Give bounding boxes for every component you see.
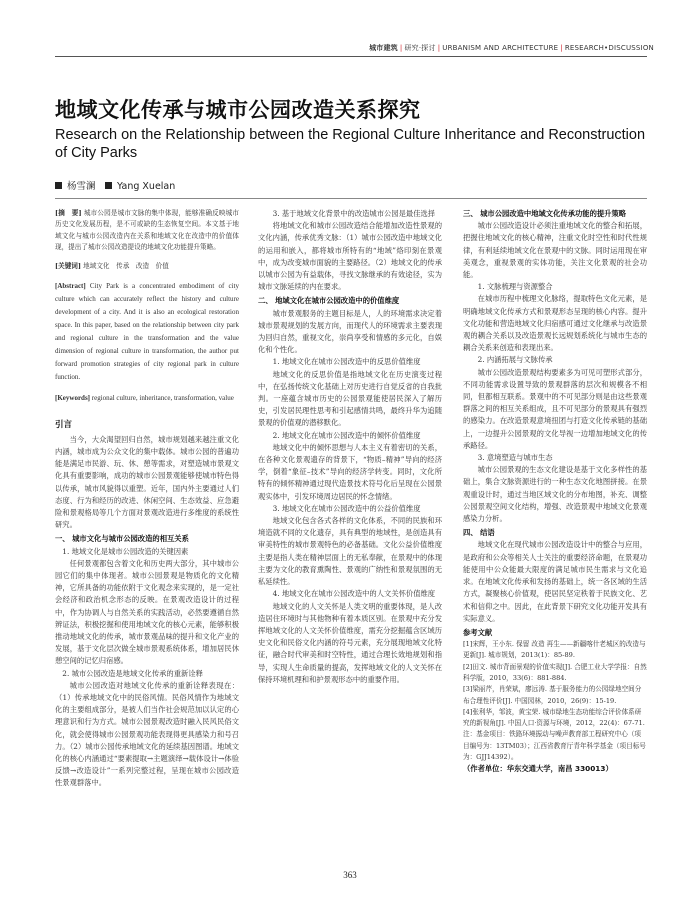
header-separator: | bbox=[437, 44, 441, 52]
square-bullet-icon bbox=[55, 182, 62, 189]
section-1-heading: 一、 城市文化与城市公园改造的相互关系 bbox=[55, 534, 189, 544]
section-2-sub-3: 3. 地域文化在城市公园改造中的公益价值维度 bbox=[272, 503, 421, 513]
abstract-en-text: City Park is a concentrated embodiment of city culture which can accurately reflect the history and culture development of a city. And it is also an ecological restoration space. In this paper, based on the relationship between city park and regional culture in the transformation and the value dimension of regional culture in transformation, the author put forward promotion strategies of city regional park in culture function. bbox=[55, 282, 240, 382]
author-en: Yang Xuelan bbox=[117, 181, 176, 192]
section-name-cn: 研究·探讨 bbox=[404, 44, 436, 52]
keywords-en-label: [Keywords] bbox=[55, 394, 90, 403]
intro-heading: 引言 bbox=[55, 420, 73, 431]
header-separator: | bbox=[560, 44, 563, 52]
section-3-paragraph-2: 城市公园改造景观结构要素多为可见可塑形式部分，不同功能需求设置导致的景观群落的层次和规模各不相同，但都相互联系。景观中的不可见部分则是由这些景观群落之间的相互关系组成，且不可见部分的景观具有强烈的感染力。在改造景观意境扭团与打造文化传承链的基础上，一边提升公园景观的文化导视一边增加地域文化的传承路径。 bbox=[463, 367, 647, 450]
abstract-en bbox=[55, 280, 239, 384]
section-2-paragraph-2: 地域文化中的倾怀思想与人本主义有着密切的关系，在各种文化景观遗存的背景下，“物质–精神”导向的经济学，倒着“象征–技术”导向的经济学转变。同时，文化所特有的倾怀精神通过现代造景技术符号化后呈现在公园景观实体中，引发环境周边居民的怀念情绪。 bbox=[258, 442, 442, 501]
header-separator: | bbox=[399, 44, 403, 52]
keywords-en bbox=[55, 392, 239, 405]
section-3-sub-1: 1. 文脉梳理与资源整合 bbox=[477, 282, 553, 292]
section-2-paragraph-4: 地域文化的人文关怀是人类文明的重要体现，是人改造居住环境时与其他物种有着本质区别。在景观中充分发挥地域文化的人文关怀价值维度，需充分挖掘蕴含区域历史文化和民俗文化内涵的符号元素，充分展现地域文化特征，融合时代审美和时空特性，通过合理长效地规划和指导，实现人生命质量的提高，发挥地域文化的人文关怀在保持环境机理和和护景观形态中的重要作用。 bbox=[258, 601, 442, 684]
reference-item: [1]宋辉，王小东. 保留 改造 再生——新疆喀什老城区的改造与更新[J]. 城市规划，2013(1)：85-89. bbox=[463, 640, 646, 660]
references-list bbox=[463, 639, 647, 763]
section-name-en: RESEARCH•DISCUSSION bbox=[564, 44, 654, 52]
author-rule bbox=[55, 198, 647, 199]
section-2-intro: 城市景观服务的主题目标是人，人的环境需求决定着城市景观规划的发展方向，而现代人的环境需求主要表现为回归自然，重视文化，崇尚享受和情感的多元化，自娱化和个性化。 bbox=[258, 308, 442, 355]
section-2-paragraph-1: 地域文化的反思价值是指地域文化在历史演变过程中，在弘扬传统文化基础上对历史进行自觉反省的自我批判。一座蕴含城市历史的公园景观能使居民深入了解历史，引发居民理性思考和引起感情共鸣，最终升华为追随景观的价值观的潜移默化。 bbox=[258, 369, 442, 428]
abstract-cn bbox=[55, 208, 239, 253]
journal-name-en: URBANISM AND ARCHITECTURE bbox=[442, 44, 559, 52]
abstract-cn-text: 城市公园是城市文脉的集中体现，能够准确反映城市历史文化发展历程，是不可或缺的生态恢复空间。本文基于地域文化与城市公园改造内在关系和地域文化在改造中的价值体现，提出了城市公园改造提设的地域文化功能提升策略。 bbox=[55, 209, 240, 251]
running-header bbox=[369, 43, 654, 53]
keywords-en-text: regional culture, inheritance, transformation, value bbox=[91, 394, 234, 403]
section-2-sub-2: 2. 地域文化在城市公园改造中的倾怀价值维度 bbox=[272, 430, 421, 440]
title-en: Research on the Relationship between the Regional Culture Inheritance and Reconstruction of City Parks bbox=[55, 127, 646, 161]
section-2-heading: 二、 地域文化在城市公园改造中的价值维度 bbox=[258, 296, 400, 306]
column-1 bbox=[55, 208, 239, 790]
conclusion-heading: 四、 结语 bbox=[463, 528, 495, 538]
section-1-sub-2: 2. 城市公园改造是地域文化传承的重新诠释 bbox=[62, 668, 203, 678]
section-1-sub-3: 3. 基于地域文化背景中的改造城市公园是最佳选择 bbox=[272, 209, 436, 218]
intro-paragraph: 当今，大众渴望回归自然，城市规划越来越注重文化内涵，城市成为公众文化的集中载体。城市公园的普遍功能是满足市民游、玩、休、憩等需求，对塑造城市景观文化具有重要影响，成功的城市公园景观能够使城市特色得以传承，城市风貌得以重塑。近年，国内外主要通过人们态度、行为和经历的改进、休闲空间、生态效益、应急避险和景观格局等几个方面对景观改造进行多维度的系统性研究。 bbox=[55, 434, 239, 530]
references-heading: 参考文献 bbox=[463, 627, 493, 637]
section-3-paragraph-3: 城市公园景观的生态文化建设是基于文化多样性的基础上，集合文脉资源进行的一种生态文化地图拼接。在景观重设计时，通过当地区域文化的分布地图，补充、调整公园景观空间文化结构，增强、改造景观中地域文化景观感染力分析。 bbox=[463, 465, 647, 524]
reference-item: [2]田文. 城市背面景观的价值实现[J]. 合肥工业大学学报：自然科学版，2010，33(6)：881-884. bbox=[463, 662, 647, 682]
journal-name-cn: 城市建筑 bbox=[369, 44, 398, 52]
abstract-en-label: [Abstract] bbox=[55, 282, 86, 291]
section-3-intro: 城市公园改造设计必须注重地域文化的整合和拓展，把握住地域文化的核心精神，注重文化时空性和时代性规律，有利延续地域文化在景观中的文脉。同时运用现在审美观念，重视景观的实体功能，关注文化景观的社会功能。 bbox=[463, 221, 647, 280]
column-2 bbox=[258, 208, 442, 686]
section-1-paragraph-2: 城市公园改造对地域文化传承的重新诠释表现在：（1）传承地域文化中的民俗风情。民俗风情作为地域文化的主要组成部分，是被人们当作社会规范加以认定的心理意识和行为方式。城市公园景观改造时融入民风民俗文化，就会使得城市公园景观功能表现得更具感染力和号召力。（2）城市公园传承地域文化的延续基因图谱。地域文化的核心内涵通过“要素提取→主题演绎→载体设计→体验反馈→改造设计”一系列完整过程，呈现在城市公园改造性景观群落中。 bbox=[55, 680, 239, 788]
section-3-sub-2: 2. 内涵拓展与文脉传承 bbox=[477, 355, 553, 365]
section-1-paragraph-1: 任何景观都包含着文化和历史两大部分，其中城市公园它们的集中体现者。城市公园景观是物质化的文化精神，它所具备的功能依附于文化观念来实现的，是一定社会经济和政治机念形态的反映。在景观改造设计的过程中，作为协调人与自然关系的实践活动，必然要遵循自然辨证法，积极挖掘和使用地域文化的核心元素，能够积极推动地域文化的传承，城市景观品味的提升和文化产业的发展，基于文化层次做全城市景观系统体系，增加居民休憩空间的记忆归宿感。 bbox=[55, 558, 239, 666]
section-1-paragraph-3: 将地域文化和城市公园改造结合能增加改造性景观的文化内涵，传承优秀文脉：（1）城市公园改造中地域文化的运用和嵌入，都将城市所特有的“地域”烙印刻在景观中，成为改变城市面貌的主要路径。（2）地域文化的传承以城市公园为有益载体，寻找文脉继承的有效途径，实为城市文脉延续的内在要求。 bbox=[258, 221, 442, 292]
conclusion-paragraph: 地域文化在现代城市公园改造设计中的整合与应用，是政府和公众等相关人士关注的重要经济命题，在景观功能使用中公众能最大限度的满足城市民生需求与文化追求。在地域文化传承和发扬的基础上，统一各区域的生活方式，凝聚核心价值观，使居民坚定秩着于民族文化、艺术和信仰之中。因此，在此背景下研究文化功能开发具有实际意义。 bbox=[463, 540, 647, 623]
section-2-sub-1: 1. 地域文化在城市公园改造中的反思价值维度 bbox=[272, 357, 421, 367]
reference-item: [4]张利华，邹波，黄宝荣. 城市绿地生态功能综合评价体系研究的新视角[J]. 中国人口·资源与环境，2012，22(4)：67-71. bbox=[463, 707, 645, 728]
author-affiliation: （作者单位：华东交通大学，南昌 330013） bbox=[463, 764, 613, 774]
header-rule bbox=[55, 56, 647, 57]
reference-item: [3]梁丽芹，肖荣斌，廖远涛. 基于服务能力的公园绿地空间分布合理性评价[J]. 中国园林，2010，26(9)：15-19. bbox=[463, 685, 642, 705]
keywords-label: [关键词] bbox=[55, 262, 82, 271]
abstract-label: [摘 要] bbox=[55, 209, 82, 217]
funding-note: 注：基金项目：铁路环境振动与噪声教育部工程研究中心（项目编号为：13TM03）；江西省教育厅青年科学基金（项目标号为：GJJ14392）。 bbox=[463, 730, 646, 762]
section-3-sub-3: 3. 意境塑造与城市生态 bbox=[477, 453, 553, 463]
column-3 bbox=[463, 208, 647, 776]
author-cn: 杨雪澜 bbox=[67, 181, 96, 192]
title-cn: 地域文化传承与城市公园改造关系探究 bbox=[55, 98, 421, 122]
page-number: 363 bbox=[343, 870, 357, 880]
keywords-cn-text: 地域文化 传承 改造 价值 bbox=[83, 262, 169, 271]
section-3-paragraph-1: 在城市历程中梳理文化脉络，提取特色文化元素，是明确地域文化传承方式和景观形态呈现的核心内容。提升文化功能和营造地域文化归宿感可通过文化继承与改造景观的耦合关系以及改造景观长远规划系统化与城市生态的耦合关系来创造和表现出来。 bbox=[463, 294, 647, 353]
section-2-sub-4: 4. 地域文化在城市公园改造中的人文关怀价值维度 bbox=[272, 589, 436, 599]
authors bbox=[55, 178, 175, 192]
section-1-sub-1: 1. 地域文化是城市公园改造的关键因素 bbox=[62, 546, 189, 556]
section-2-paragraph-3: 地域文化包含各式各样的文化体系，不同的民族和环境造就不同的文化遗存，具有典型的地域性，是创造具有审美特性的城市景观特色的必备基础。文化公益价值维度主要是指人类在精神层面上的无私奉献，在景观中的体现主要为文化的教育熏陶性、景观的广纳性和景观氛围的无私延续性。 bbox=[258, 516, 442, 587]
section-3-heading: 三、 城市公园改造中地域文化传承功能的提升策略 bbox=[463, 209, 627, 218]
keywords-cn bbox=[55, 261, 239, 272]
square-bullet-icon bbox=[105, 182, 112, 189]
